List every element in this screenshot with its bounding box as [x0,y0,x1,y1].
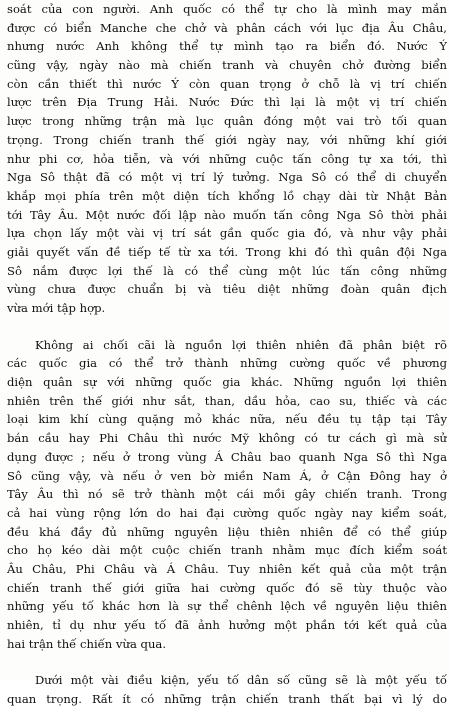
text-line: trọng. Trong chiến tranh thế giới ngày nay, với những khí giới [7,132,447,147]
text-line: Âu Châu, Phi Châu và Á Châu. Tuy nhiên kết quả của một trận [7,561,447,576]
body-text [7,0,447,709]
text-line: lựa chọn lấy một vài vị trí sát gần quốc gia đó, và như vậy phải [7,226,447,241]
text-line: các quốc gia có thể trở thành những cường quốc về phương [7,356,447,371]
text-line: chiến tranh thế giới giữa hai cường quốc đó sẽ tùy thuộc vào [7,580,447,595]
text-line: bán cầu hay Phi Châu thì nước Mỹ không có tư cách gì mà sử [7,431,447,446]
text-line: Tây Âu thì nó sẽ trở thành một cái mồi gây chiến tranh. Trong [7,487,447,502]
paragraph [7,336,447,654]
text-line: cũng vậy, ngày nào mà chiến tranh và chuyên chở đường biển [7,58,447,73]
text-line: lược trên Địa Trung Hải. Nước Đức thì lại là một vị trí chiến [7,95,447,110]
text-line: dụng được ; nếu ở trong vùng Á Châu bao quanh Nga Sô thì Nga [7,449,447,464]
text-line: Sô cũng vậy, và nếu ở ven bờ miền Nam Á, ở Cận Đông hay ở [7,468,447,483]
text-line: loại kim khí cùng quặng mỏ khác nữa, nếu đều tụ tập tại Tây [7,412,447,427]
text-line: những yếu tố khác hơn là sự thể chênh lệch về nguyên liệu thiên [7,599,447,614]
text-line: Không ai chối cãi là nguồn lợi thiên nhiên đã phân biệt rõ [35,337,447,352]
text-line: vùng chưa được chuẩn bị và tiêu diệt những đoàn quân địch [7,282,447,297]
paragraph [7,671,447,708]
text-line: vừa mới tập hợp. [7,301,106,315]
text-line: lược trong những trận mà lục quân đóng một vai trò tối quan [7,114,447,129]
paragraph-spacer [7,318,447,336]
text-line: còn cần thiết thì nước Ý còn quan trọng ở chỗ là vị trí chiến [7,76,447,91]
text-line: Nga Sô thật đã có một vị trí lý tưởng. Nga Sô có thể di chuyển [7,170,447,185]
text-line: Sô nắm được lợi thế là có thể cùng một lúc tấn công những [7,263,447,278]
text-line: tới Tây Âu. Một nước đối lập nào muốn tấn công Nga Sô thời phải [7,207,447,222]
text-line: như phi cơ, hỏa tiễn, và với những cuộc tấn công tự xa tới, thì [7,151,447,166]
text-line: hai trận thế chiến vừa qua. [7,636,167,651]
text-line: giải quyết vấn đề tiếp tế từ xa tới. Trong khi đó thì quân đội Nga [7,244,447,259]
text-line: cả hai vùng rộng lớn do hai đại cường quốc ngày nay kiểm soát, [7,505,447,520]
paragraph [7,0,447,318]
text-line: được có biển Manche che chở và phân cách với lục địa Âu Châu, [7,20,447,35]
text-line: quan trọng. Rất ít có những trận chiến tranh thất bại vì lý do [7,692,447,707]
text-line: khắp mọi phía trên một diện tích khổng lồ chạy dài từ Nhật Bản [7,188,447,203]
text-line: đều khá đầy đủ những nguyên liệu thiên nhiên để có thể giúp [7,524,447,539]
text-line: nhiên trên thế giới như sắt, than, dầu hỏa, cao su, thiếc và các [7,393,447,408]
text-line: nhiên, tỉ dụ như yếu tố đã ảnh hưởng một phần tới kết quả của [7,618,447,632]
paragraph-spacer [7,653,447,671]
text-line: cho họ kéo dài một cuộc chiến tranh nhằm mục đích kiểm soát [7,543,447,558]
text-line: Dưới một vài điều kiện, yếu tố dân số cũng sẽ là một yếu tố [35,673,447,688]
text-line: soát của con người. Anh quốc có thể tự cho là mình may mắn [7,2,447,16]
text-line: nhưng nước Anh không thể tự mình tạo ra biển đó. Nước Ý [7,39,447,54]
text-line: diện quân sự với những quốc gia khác. Những nguồn lợi thiên [7,375,447,390]
